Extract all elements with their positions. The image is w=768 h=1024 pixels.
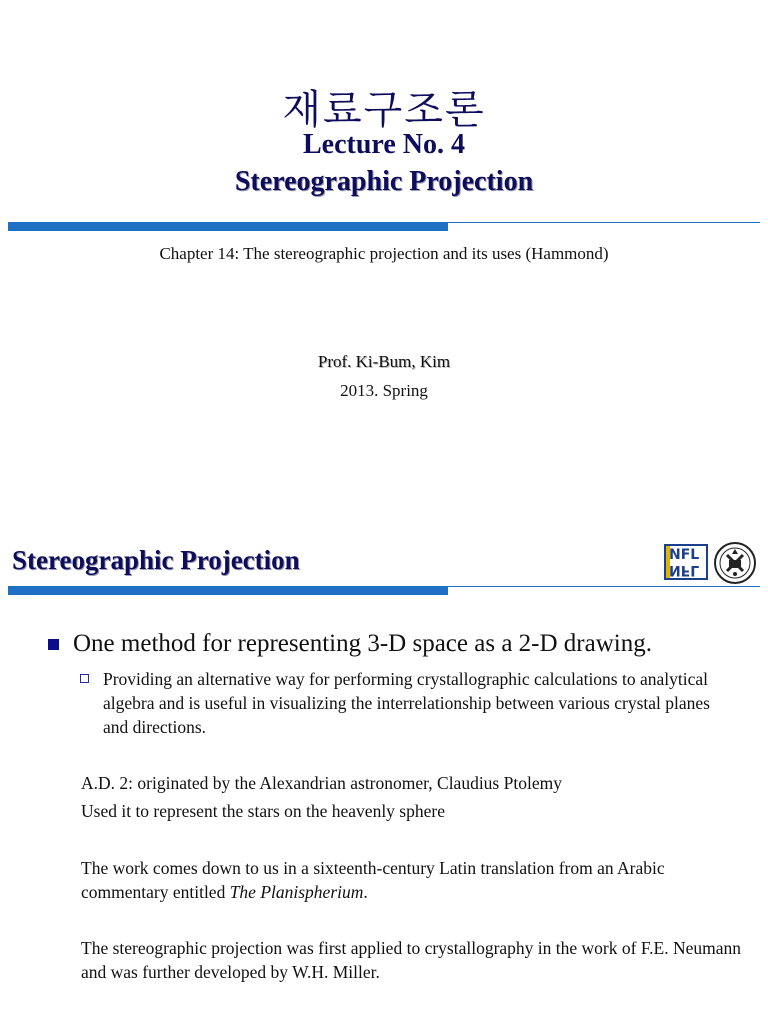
sub-bullet: [80, 667, 720, 739]
title-divider-thick: [8, 222, 448, 231]
planispherium-title: The Planispherium: [229, 882, 364, 902]
slide-title-divider-thick: [8, 586, 448, 595]
logo-text-top: NFL: [669, 547, 700, 563]
title-divider-thin: [448, 222, 760, 223]
slide-title-divider-thin: [448, 586, 760, 587]
translation-text: The work comes down to us in a sixteenth-century Latin translation from an Arabic commentary entitled: [81, 858, 665, 902]
translation-paragraph: [81, 856, 741, 904]
hollow-square-bullet-icon: [80, 674, 89, 683]
crystallography-paragraph: The stereographic projection was first applied to crystallography in the work of F.E. Neumann and was further developed by W.H. Miller.: [81, 938, 742, 982]
origin-line: A.D. 2: originated by the Alexandrian astronomer, Claudius Ptolemy: [81, 773, 562, 793]
usage-line: Used it to represent the stars on the heavenly sphere: [81, 801, 445, 821]
logo-text-bottom: NFL: [669, 562, 700, 578]
term: 2013. Spring: [340, 381, 428, 400]
main-bullet-text: One method for representing 3-D space as a 2-D drawing.: [73, 630, 652, 657]
nfl-lab-logo: [664, 544, 708, 580]
korean-course-title: 재료구조론: [282, 87, 486, 133]
translation-end: .: [363, 882, 368, 902]
lecture-subject: Stereographic Projection: [234, 166, 534, 197]
slide-title: Stereographic Projection: [12, 545, 300, 575]
lecture-number: Lecture No. 4: [303, 129, 465, 160]
university-seal-icon: [713, 541, 757, 585]
sub-bullet-text: Providing an alternative way for performing crystallographic calculations to analytical algebra and is useful in visualizing the interrelationship between various crystal planes and directions.: [103, 669, 710, 737]
square-bullet-icon: [48, 639, 59, 650]
chapter-reference: Chapter 14: The stereographic projection and its uses (Hammond): [159, 244, 609, 263]
professor-name: Prof. Ki-Bum, Kim: [317, 352, 451, 371]
